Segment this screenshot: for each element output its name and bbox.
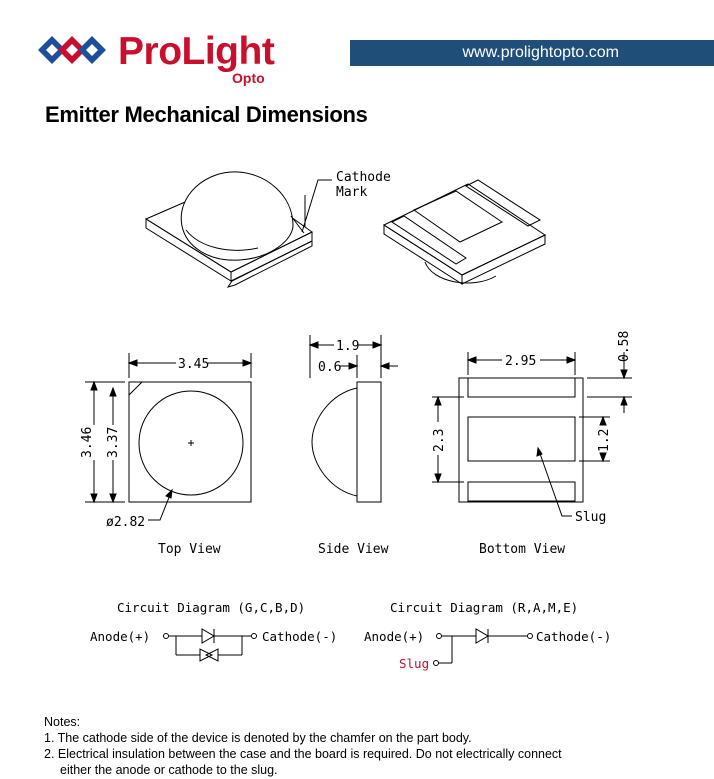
dim-top-width: 3.45 <box>178 357 210 372</box>
cathode-mark-label-1: Cathode <box>336 170 391 185</box>
circuit-left-anode: Anode(+) <box>90 629 151 644</box>
dim-bottom-slug: 1.2 <box>597 428 612 452</box>
notes-section <box>44 714 562 778</box>
circuit-right-title: Circuit Diagram (R,A,M,E) <box>390 600 579 615</box>
dim-top-height-outer: 3.46 <box>80 426 95 458</box>
note-item-1: 1. The cathode side of the device is denoted by the chamfer on the part body. <box>44 731 472 745</box>
slug-label: Slug <box>575 510 607 525</box>
notes-heading: Notes: <box>44 715 81 729</box>
dim-lens-diameter: ø2.82 <box>106 515 146 530</box>
side-view-label: Side View <box>318 542 389 557</box>
iso-bottom-package <box>384 180 545 284</box>
circuit-left-schematic <box>164 629 257 661</box>
iso-top-package <box>146 172 312 287</box>
circuit-left-cathode: Cathode(-) <box>262 629 338 644</box>
brand-sub: Opto <box>232 70 265 86</box>
brand-name: ProLight <box>118 30 275 73</box>
cathode-mark-label-2: Mark <box>336 185 368 200</box>
bottom-view-label: Bottom View <box>479 542 566 557</box>
circuit-right-anode: Anode(+) <box>364 629 425 644</box>
circuit-left-title: Circuit Diagram (G,C,B,D) <box>117 600 306 615</box>
dim-bottom-pad: 0.58 <box>617 330 632 362</box>
dim-bottom-width: 2.95 <box>505 354 537 369</box>
circuit-right-schematic <box>434 629 533 666</box>
dim-bottom-height: 2.3 <box>432 428 447 452</box>
dim-side-width: 1.9 <box>336 339 360 354</box>
circuit-right-cathode: Cathode(-) <box>536 629 612 644</box>
website-url[interactable]: www.prolightopto.com <box>350 40 714 66</box>
page-title: Emitter Mechanical Dimensions <box>45 102 368 127</box>
top-view-label: Top View <box>158 542 221 557</box>
dim-side-offset: 0.6 <box>318 360 342 375</box>
note-item-2-cont: either the anode or cathode to the slug. <box>60 763 278 777</box>
dim-top-height-inner: 3.37 <box>106 426 121 458</box>
circuit-right-slug: Slug <box>399 656 430 671</box>
cathode-mark-leader <box>302 180 332 232</box>
note-item-2: 2. Electrical insulation between the case and the board is required. Do not electrically connect <box>44 747 562 761</box>
